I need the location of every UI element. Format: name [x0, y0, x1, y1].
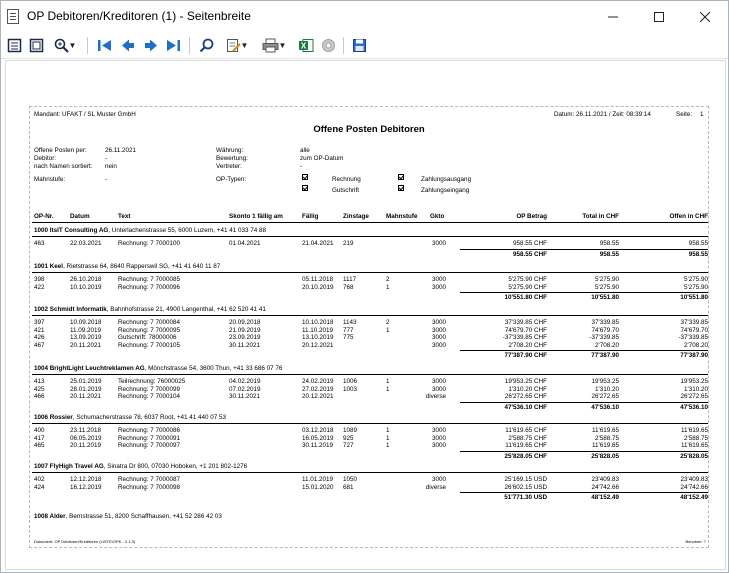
table-cell: 1089: [343, 427, 358, 434]
table-cell: 400: [34, 427, 45, 434]
column-header: OP Betrag: [516, 213, 547, 220]
table-cell: 37'339.85: [680, 319, 708, 326]
multi-page-button[interactable]: [28, 36, 45, 55]
table-cell: Rechnung: 7 7000085: [118, 276, 180, 283]
table-cell: 768: [343, 283, 354, 291]
param-label: Bewertung:: [216, 155, 248, 162]
customer-address: , Mönchstrasse 54, 3600 Thun, +41 33 686 07 76: [144, 365, 283, 372]
checkbox-icon: [398, 185, 404, 194]
table-cell: 2'708.20: [595, 341, 619, 349]
report-footer-user: Benutzer: 7: [685, 539, 706, 544]
table-cell: 19'953.25: [680, 378, 708, 385]
subtotal-cell: 47'536.10: [591, 403, 619, 411]
maximize-icon: [654, 12, 664, 22]
table-cell: 5'275.90 CHF: [508, 276, 547, 283]
next-page-icon: [143, 38, 159, 53]
subtotal-rule: [460, 402, 708, 403]
table-cell: 26'272.65: [680, 393, 708, 400]
table-cell: 11'619.65: [681, 442, 708, 449]
table-cell: 465: [34, 442, 45, 449]
table-cell: 1143: [343, 319, 357, 326]
table-cell: 2: [386, 319, 390, 326]
close-icon: [700, 12, 710, 22]
first-page-button[interactable]: [96, 36, 114, 55]
param-value: -: [300, 163, 303, 170]
column-header: Datum: [70, 213, 90, 220]
table-cell: diverse: [425, 393, 446, 400]
table-cell: 681: [343, 483, 354, 491]
table-cell: 2'588.75 CHF: [508, 434, 547, 442]
optype-gutschrift: Gutschrift: [332, 187, 359, 194]
save-icon: [352, 38, 367, 53]
table-cell: 13.09.2019: [70, 334, 102, 341]
page-number: 1: [700, 111, 704, 118]
toolbar-separator: [343, 37, 344, 54]
table-cell: 422: [34, 283, 45, 291]
table-cell: 3000: [431, 385, 446, 393]
table-cell: 15.01.2020: [302, 483, 334, 491]
customer-heading: [34, 365, 282, 373]
column-header: Offen in CHF: [669, 213, 708, 220]
chevron-down-icon: ▼: [240, 41, 249, 50]
table-cell: 3000: [431, 276, 446, 283]
table-cell: -37'339.85: [678, 334, 708, 341]
subtotal-cell: 10'551.80: [591, 294, 619, 301]
table-cell: diverse: [425, 483, 446, 491]
table-cell: 3000: [431, 283, 446, 291]
column-header: Fällig: [302, 213, 319, 220]
table-cell: 23'409.83: [591, 476, 619, 483]
param-label: Debitor:: [34, 155, 57, 162]
table-cell: 1: [386, 378, 390, 385]
first-page-icon: [97, 38, 113, 53]
param-value: -: [105, 176, 108, 183]
table-cell: 11'619.65: [681, 427, 708, 434]
customer-address: , Sinatra Dr 800, 07030 Hoboken, +1 201 802-1276: [103, 463, 248, 470]
table-cell: 2'708.20: [684, 341, 708, 349]
table-cell: Rechnung: 7 7000095: [118, 326, 180, 334]
table-cell: 2: [386, 276, 390, 283]
report-client: Mandant: UFAKT / SL Muster GmbH: [34, 111, 136, 118]
table-cell: 07.02.2019: [229, 385, 261, 393]
prev-page-button[interactable]: [119, 36, 137, 55]
table-cell: 20.12.2021: [302, 393, 334, 400]
table-cell: 16.05.2019: [302, 434, 334, 442]
table-cell: -37'339.85: [589, 334, 619, 341]
checkbox-icon: [302, 174, 308, 183]
table-cell: Rechnung: 7 7000104: [118, 393, 180, 400]
svg-text:X: X: [300, 41, 307, 51]
table-cell: Rechnung: 7 7000105: [118, 341, 180, 349]
minimize-button[interactable]: [590, 1, 636, 32]
subtotal-cell: 77'387.90: [591, 352, 619, 359]
header-rule: [32, 222, 708, 223]
customer-heading: [34, 227, 266, 235]
table-cell: Rechnung: 7 7000091: [118, 434, 180, 442]
table-cell: 1050: [343, 476, 358, 483]
table-cell: Rechnung: 7 7000096: [118, 283, 180, 291]
checkbox-icon: [398, 174, 404, 183]
toolbar-separator: [189, 37, 190, 54]
table-cell: 19'953.25 CHF: [504, 378, 547, 385]
table-cell: 30.11.2019: [302, 442, 334, 449]
table-cell: 1: [386, 427, 390, 434]
customer-name: 1001 Keel: [34, 263, 64, 270]
customer-heading: [34, 306, 266, 314]
table-cell: 23'409.83: [680, 476, 708, 483]
table-cell: 03.12.2018: [302, 427, 334, 434]
table-cell: 10.10.2019: [70, 283, 102, 291]
table-cell: 10.10.2018: [302, 319, 334, 326]
table-cell: 19'953.25: [591, 378, 619, 385]
table-cell: 397: [34, 319, 45, 326]
table-cell: Rechnung: 7 7000084: [118, 319, 180, 326]
table-cell: 20.11.2019: [70, 442, 102, 449]
print-icon: [262, 38, 279, 53]
subtotal-cell: 958.55 CHF: [513, 250, 547, 258]
table-cell: 11'619.65: [592, 442, 619, 449]
customer-name: 1002 Schmidt Informatik: [34, 306, 107, 313]
table-cell: 2'588.75: [684, 434, 708, 442]
table-cell: 219: [343, 240, 354, 247]
table-cell: 11'619.65 CHF: [505, 427, 547, 434]
table-cell: 3000: [431, 427, 446, 434]
table-cell: 467: [34, 341, 45, 349]
table-cell: 20.12.2021: [302, 341, 334, 349]
table-cell: 28.01.2019: [70, 385, 102, 393]
subtotal-cell: 77'387.90: [680, 352, 708, 359]
table-cell: 13.10.2019: [302, 334, 334, 341]
table-cell: 1'310.20 CHF: [508, 385, 547, 393]
zoom-dropdown[interactable]: [51, 36, 79, 55]
customer-heading: [34, 463, 247, 471]
table-cell: 3000: [431, 378, 446, 385]
table-cell: 1117: [343, 276, 357, 283]
table-cell: 3000: [431, 319, 446, 326]
param-value: 26.11.2021: [105, 147, 137, 154]
group-rule: [32, 236, 708, 237]
table-cell: 5'275.90: [595, 283, 619, 291]
table-cell: 26.10.2018: [70, 276, 102, 283]
table-cell: 463: [34, 240, 45, 247]
table-cell: 74'679.70 CHF: [504, 326, 547, 334]
report-page: [29, 106, 709, 548]
subtotal-cell: 51'771.30 USD: [504, 494, 547, 501]
table-cell: 24'742.66: [591, 483, 619, 491]
table-cell: 1'310.20: [684, 385, 708, 393]
table-cell: 3000: [431, 476, 446, 483]
column-header: Gkto: [430, 213, 445, 220]
customer-address: , Bernstrasse 51, 8200 Schaffhausen, +41 52 286 42 03: [65, 513, 222, 520]
table-cell: 1003: [343, 385, 358, 393]
customer-address: , Unterlachenstrasse 55, 6000 Luzern, +41 41 033 74 88: [108, 227, 267, 234]
single-page-icon: [7, 38, 22, 53]
table-cell: 06.05.2019: [70, 434, 102, 442]
table-cell: 3000: [431, 326, 446, 334]
table-cell: 16.12.2019: [70, 483, 102, 491]
table-cell: 30.11.2021: [229, 393, 261, 400]
title-bar: [1, 1, 728, 32]
table-cell: 24.02.2019: [302, 378, 334, 385]
excel-icon: [298, 38, 314, 53]
table-cell: 74'679.70: [591, 326, 619, 334]
table-cell: 3000: [431, 334, 446, 341]
table-cell: 5'275.90: [684, 283, 708, 291]
table-cell: 1: [386, 434, 390, 442]
param-value: nein: [105, 163, 117, 170]
table-cell: 426: [34, 334, 45, 341]
toolbar: [1, 32, 728, 59]
param-label: Währung:: [216, 147, 244, 154]
table-cell: 11.10.2019: [302, 326, 334, 334]
table-cell: 23.11.2018: [70, 427, 102, 434]
table-cell: 1'310.20: [595, 385, 619, 393]
table-cell: 1: [386, 326, 390, 334]
column-header: Text: [118, 213, 131, 220]
param-label: nach Namen sortiert:: [34, 163, 93, 170]
subtotal-cell: 25'828.05 CHF: [504, 452, 547, 460]
table-cell: 11'619.65: [592, 427, 619, 434]
table-cell: 5'275.90: [595, 276, 619, 283]
table-cell: 727: [343, 442, 354, 449]
print-dropdown[interactable]: [257, 36, 291, 55]
table-cell: 3000: [431, 240, 446, 247]
settings-icon: [321, 38, 336, 53]
table-cell: 424: [34, 483, 45, 491]
last-page-button[interactable]: [164, 36, 182, 55]
table-cell: Gutschrift: 78000006: [118, 334, 177, 341]
document-icon: [7, 9, 19, 24]
search-icon: [199, 38, 214, 53]
table-cell: 1: [386, 385, 390, 393]
customer-heading: [34, 263, 220, 271]
table-cell: 11.01.2019: [302, 476, 334, 483]
table-cell: Rechnung: 7 7000086: [118, 427, 180, 434]
page-label: Seite:: [676, 111, 693, 118]
subtotal-cell: 25'828.05: [591, 452, 619, 460]
param-label: Vertreter:: [216, 163, 242, 170]
table-cell: 2'708.20 CHF: [508, 341, 547, 349]
close-button[interactable]: [682, 1, 728, 32]
customer-name: 1007 FlyHigh Travel AG: [34, 463, 104, 470]
report-viewer[interactable]: [5, 60, 726, 570]
group-rule: [32, 272, 708, 273]
table-cell: 5'275.90 CHF: [508, 283, 547, 291]
group-rule: [32, 374, 708, 375]
table-cell: 425: [34, 385, 45, 393]
subtotal-rule: [460, 292, 708, 293]
table-cell: 3000: [431, 341, 446, 349]
single-page-button[interactable]: [6, 36, 23, 55]
column-header: Mahnstufe: [386, 213, 418, 220]
table-cell: 26'272.65 CHF: [504, 393, 547, 400]
checkbox-icon: [302, 185, 308, 194]
table-cell: 958.55: [599, 240, 619, 247]
table-cell: Rechnung: 7 7000087: [118, 476, 180, 483]
table-cell: -37'339.85 CHF: [502, 334, 547, 341]
subtotal-cell: 47'536.10 CHF: [504, 403, 547, 411]
subtotal-cell: 25'828.05: [680, 452, 708, 460]
table-cell: 777: [343, 326, 354, 334]
table-cell: 925: [343, 434, 354, 442]
param-label: Mahnstufe:: [34, 176, 66, 183]
report-footer-doc: Dokument: OP Debitoren/Kreditoren (LISTE\OPK - 2.1.3): [34, 539, 136, 544]
customer-name: 1006 Rossier: [34, 414, 73, 421]
subtotal-cell: 958.55: [688, 250, 708, 258]
table-cell: 958.55 CHF: [513, 240, 547, 247]
subtotal-rule: [460, 350, 708, 351]
subtotal-cell: 10'551.80: [680, 294, 708, 301]
table-cell: 01.04.2021: [229, 240, 261, 247]
subtotal-cell: 10'551.80 CHF: [504, 294, 547, 301]
table-cell: 24'742.66: [680, 483, 708, 491]
prev-page-icon: [120, 38, 136, 53]
table-cell: 26'272.65: [591, 393, 619, 400]
param-label: Offene Posten per:: [34, 147, 87, 154]
search-button[interactable]: [197, 36, 215, 55]
group-rule: [32, 315, 708, 316]
table-cell: 26'602.15 USD: [504, 483, 547, 491]
param-value: alle: [300, 147, 310, 154]
column-header: Skonto 1 fällig am: [229, 213, 283, 220]
table-cell: 3000: [431, 442, 446, 449]
table-cell: Teilrechnung: 76000025: [118, 378, 186, 385]
customer-heading: [34, 414, 226, 422]
table-cell: 2'588.75: [595, 434, 619, 442]
table-cell: 11'619.65 CHF: [505, 442, 547, 449]
table-cell: 5'275.90: [684, 276, 708, 283]
edit-icon: [226, 38, 241, 53]
multi-page-icon: [29, 38, 44, 53]
param-value: zum OP-Datum: [300, 155, 344, 162]
minimize-icon: [608, 12, 618, 22]
table-cell: 417: [34, 434, 45, 442]
table-cell: Rechnung: 7 7000099: [118, 385, 180, 393]
table-cell: 11.09.2019: [70, 326, 102, 334]
customer-name: 1008 Alder: [34, 513, 66, 520]
table-cell: 10.09.2018: [70, 319, 102, 326]
zoom-icon: [54, 38, 69, 53]
subtotal-cell: 958.55: [599, 250, 619, 258]
customer-address: , Rietstrasse 64, 8640 Rapperswil SG, +41 41 640 11 87: [63, 263, 221, 270]
chevron-down-icon: ▼: [278, 41, 287, 50]
toolbar-separator: [87, 37, 88, 54]
customer-name: 1004 BrightLight Leuchtreklamen AG: [34, 365, 145, 372]
param-value: -: [105, 155, 108, 162]
group-rule: [32, 472, 708, 473]
table-cell: 466: [34, 393, 45, 400]
table-cell: 37'339.85: [591, 319, 619, 326]
table-cell: 12.12.2018: [70, 476, 102, 483]
subtotal-rule: [460, 451, 708, 452]
table-cell: Rechnung: 7 7000100: [118, 240, 180, 247]
table-cell: 30.11.2021: [229, 341, 261, 349]
table-cell: Rechnung: 7 7000097: [118, 442, 180, 449]
next-page-button[interactable]: [142, 36, 160, 55]
optype-zahlungseingang: Zahlungseingang: [421, 187, 470, 194]
last-page-icon: [165, 38, 181, 53]
table-cell: 421: [34, 326, 45, 334]
customer-address: , Bahnhofstrasse 21, 4900 Langenthal, +41 62 520 41 41: [106, 306, 266, 313]
subtotal-cell: 48'152.49: [680, 494, 708, 501]
customer-name: 1000 ItsIT Consulting AG: [34, 227, 109, 234]
table-cell: 775: [343, 334, 354, 341]
window-title: OP Debitoren/Kreditoren (1) - Seitenbreite: [27, 9, 251, 23]
subtotal-cell: 48'152.49: [591, 494, 619, 501]
subtotal-cell: 77'387.90 CHF: [504, 352, 547, 359]
subtotal-rule: [460, 249, 708, 250]
settings-button[interactable]: [319, 36, 337, 55]
report-datetime: Datum: 26.11.2021 / Zeit: 08:39:14: [554, 111, 651, 118]
table-cell: 1: [386, 283, 390, 291]
table-cell: 20.11.2021: [70, 393, 102, 400]
table-cell: 20.11.2021: [70, 341, 102, 349]
table-cell: 05.11.2018: [302, 276, 334, 283]
table-cell: 25'169.15 USD: [504, 476, 547, 483]
table-cell: 23.09.2019: [229, 334, 261, 341]
excel-export-button[interactable]: [297, 36, 315, 55]
table-cell: 413: [34, 378, 45, 385]
table-cell: 958.55: [688, 240, 708, 247]
table-cell: 21.04.2021: [302, 240, 334, 247]
column-header: Zinstage: [343, 213, 369, 220]
table-cell: 20.09.2018: [229, 319, 261, 326]
table-cell: 20.10.2019: [302, 283, 334, 291]
table-cell: 402: [34, 476, 45, 483]
report-title: Offene Posten Debitoren: [313, 124, 425, 135]
optype-zahlungsausgang: Zahlungsausgang: [421, 176, 472, 183]
table-cell: 74'679.70: [680, 326, 708, 334]
customer-heading: [34, 513, 222, 521]
subtotal-rule: [460, 492, 708, 493]
table-cell: 22.03.2021: [70, 240, 102, 247]
table-cell: 398: [34, 276, 45, 283]
edit-dropdown[interactable]: [221, 36, 253, 55]
table-cell: 1006: [343, 378, 358, 385]
table-cell: 3000: [431, 434, 446, 442]
table-cell: 04.02.2019: [229, 378, 261, 385]
table-cell: 27.02.2019: [302, 385, 334, 393]
chevron-down-icon: ▼: [68, 41, 77, 50]
column-header: Total in CHF: [582, 213, 619, 220]
table-cell: 37'339.85 CHF: [504, 319, 547, 326]
param-label: OP-Typen:: [216, 176, 247, 183]
table-cell: 25.01.2019: [70, 378, 102, 385]
optype-rechnung: Rechnung: [332, 176, 361, 183]
table-cell: 21.09.2019: [229, 326, 261, 334]
save-button[interactable]: [350, 36, 368, 55]
column-header: OP-Nr.: [34, 213, 54, 220]
group-rule: [32, 423, 708, 424]
subtotal-cell: 47'536.10: [680, 403, 708, 411]
maximize-button[interactable]: [636, 1, 682, 32]
table-cell: Rechnung: 7 7000098: [118, 483, 180, 491]
customer-address: , Schumacherstrasse 78, 6037 Root, +41 41 440 07 53: [72, 414, 227, 421]
table-cell: 1: [386, 442, 390, 449]
